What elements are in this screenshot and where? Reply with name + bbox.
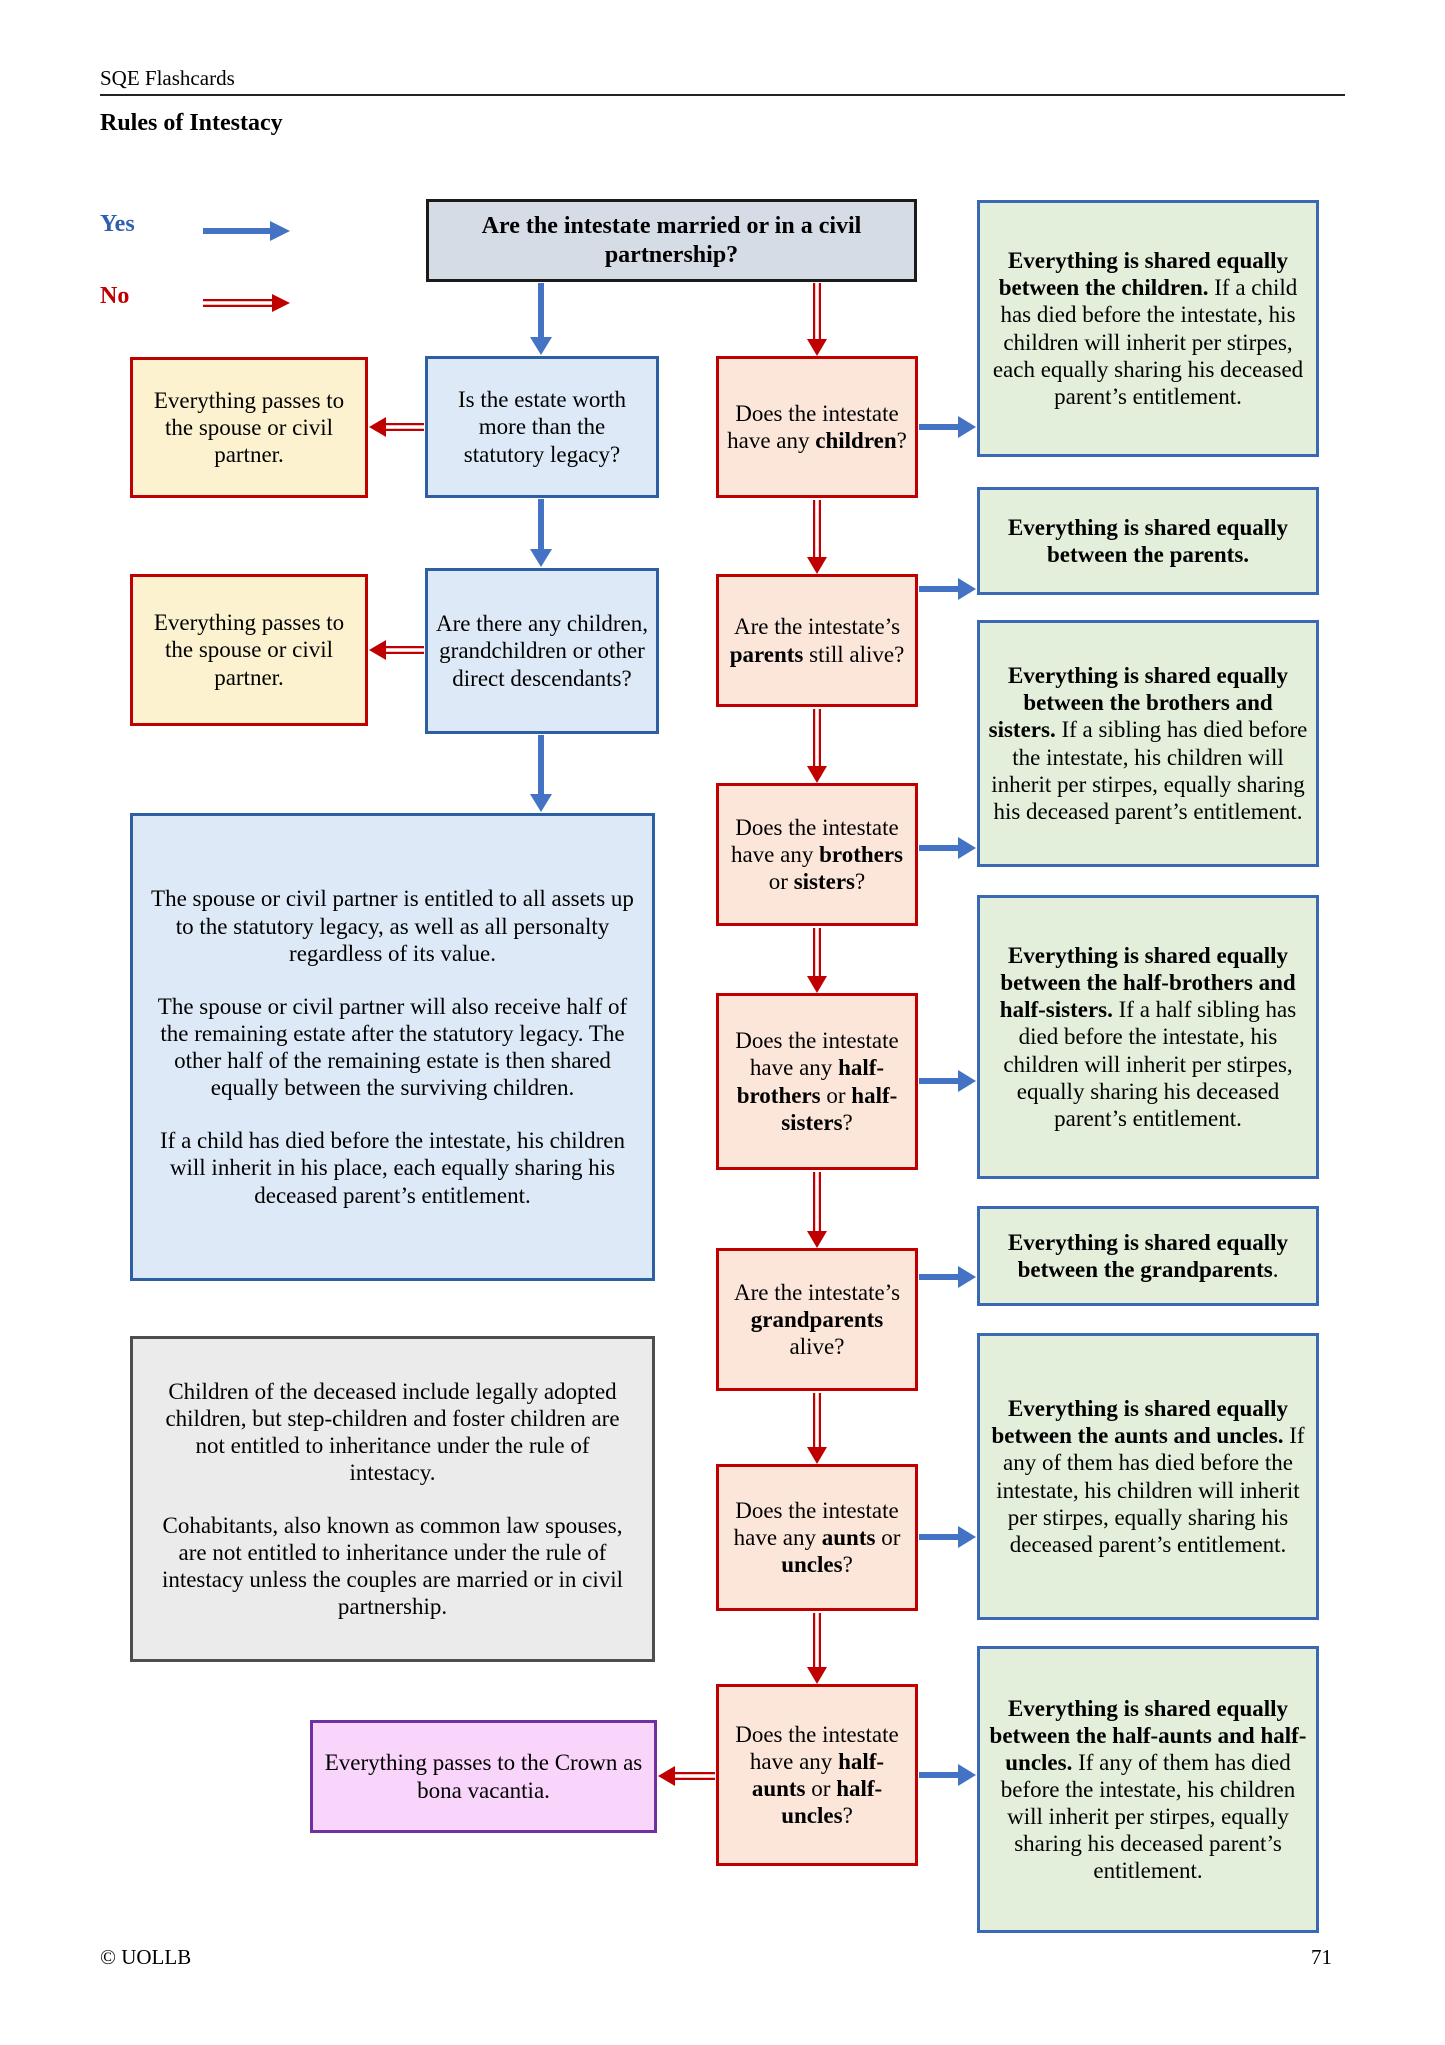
share-aunts-text: Everything is shared equally between the aunts and uncles. If any of them has died before the intestate, his children will inherit per stirpes, equally sharing his deceased parent’s entitlement.: [991, 1396, 1305, 1557]
yes-legend-arrow: [203, 221, 290, 241]
yes-arrow-parents-outcome: [919, 578, 976, 600]
question-half-siblings-text: Does the intestate have any half-brothers or half-sisters?: [735, 1028, 899, 1135]
question-siblings-box: [716, 783, 918, 926]
no-arrow-estate-to-spouse1: [369, 417, 424, 437]
share-half-siblings-box: [977, 895, 1319, 1179]
share-parents-box: [977, 487, 1319, 595]
outcome-spouse2-text: Everything passes to the spouse or civil partner.: [153, 610, 345, 690]
question-children-text: Does the intestate have any children?: [727, 400, 907, 453]
outcome-spouse2-box: [130, 574, 368, 726]
no-arrow-parents-to-siblings: [807, 709, 827, 783]
copyright-text: © UOLLB: [100, 1945, 192, 1969]
question-parents-text: Are the intestate’s parents still alive?: [729, 614, 905, 667]
share-half-aunts-text: Everything is shared equally between the half-aunts and half-uncles. If any of them has died before the intestate, his children will inherit per stirpes, equally sharing his deceased parent’s entitlement.: [989, 1695, 1307, 1884]
start-question-text: Are the intestate married or in a civil partnership?: [481, 213, 862, 268]
question-parents-box: [716, 574, 918, 707]
no-arrow-aunts-to-half-aunts: [807, 1613, 827, 1684]
yes-arrow-descendants-to-details: [530, 735, 552, 812]
question-half-aunts-text: Does the intestate have any half-aunts or half-uncles?: [735, 1721, 899, 1829]
question-grandparents-text: Are the intestate’s grandparents alive?: [733, 1279, 901, 1360]
share-children-text: Everything is shared equally between the children. If a child has died before the intestate, his children will inherit per stirpes, each equally sharing his deceased parent’s entitlement.: [992, 248, 1304, 409]
no-arrow-siblings-to-half-siblings: [807, 928, 827, 993]
question-estate-text: Is the estate worth more than the statutory legacy?: [458, 387, 626, 467]
spouse-details-paragraph-3: If a child has died before the intestate, his children will inherit in his place, each equally sharing his deceased parent’s entitlement.: [160, 1128, 625, 1208]
yes-arrow-aunts-outcome: [919, 1526, 976, 1548]
question-estate-box: [425, 356, 659, 498]
yes-arrow-start-to-estate: [530, 283, 552, 355]
no-arrow-start-to-children: [807, 283, 827, 356]
share-children-box: [977, 200, 1319, 457]
spouse-details-text: [151, 885, 634, 1208]
question-grandparents-box: [716, 1248, 918, 1391]
question-siblings-text: Does the intestate have any brothers or sisters?: [730, 814, 904, 895]
intestacy-notes-text: [151, 1378, 634, 1621]
outcome-spouse1-box: [130, 357, 368, 498]
page-title: Rules of Intestacy: [100, 110, 283, 136]
header-rule: [100, 94, 1345, 96]
yes-arrow-estate-to-descendants: [530, 499, 552, 567]
legend-no-label: No: [100, 283, 130, 309]
share-parents-text: Everything is shared equally between the parents.: [1007, 514, 1289, 567]
outcome-spouse1-text: Everything passes to the spouse or civil partner.: [153, 387, 345, 468]
share-siblings-text: Everything is shared equally between the brothers and sisters. If a sibling has died before the intestate, his children will inherit per stirpes, equally sharing his deceased parent’s entitlement.: [988, 663, 1308, 824]
share-aunts-box: [977, 1333, 1319, 1620]
no-arrow-half-aunts-to-crown: [658, 1766, 715, 1786]
share-siblings-box: [977, 620, 1319, 867]
yes-arrow-grandparents-outcome: [919, 1266, 976, 1288]
question-half-aunts-box: [716, 1684, 918, 1866]
start-question-box: [426, 199, 917, 282]
notes-paragraph-1: Children of the deceased include legally adopted children, but step-children and foster children are not entitled to inheritance under the rule of intestacy.: [165, 1378, 620, 1485]
share-half-aunts-box: [977, 1646, 1319, 1933]
notes-paragraph-2: Cohabitants, also known as common law spouses, are not entitled to inheritance under the rule of intestacy unless the couples are married or in civil partnership.: [161, 1513, 624, 1620]
outcome-crown-text: Everything passes to the Crown as bona vacantia.: [324, 1750, 643, 1803]
no-arrow-half-siblings-to-grandparents: [807, 1172, 827, 1248]
yes-arrow-half-siblings-outcome: [919, 1070, 976, 1092]
legend-yes-label: Yes: [100, 211, 135, 237]
share-half-siblings-text: Everything is shared equally between the half-brothers and half-sisters. If a half sibling has died before the intestate, his children will inherit per stirpes, equally sharing his deceased parent’s entitlement.: [999, 943, 1297, 1131]
spouse-details-paragraph-2: The spouse or civil partner will also receive half of the remaining estate after the statutory legacy. The other half of the remaining estate is then shared equally between the surviving children.: [157, 993, 628, 1101]
share-grandparents-box: [977, 1206, 1319, 1306]
yes-arrow-children-outcome: [919, 416, 976, 438]
question-children-box: [716, 356, 918, 498]
no-arrow-grandparents-to-aunts: [807, 1393, 827, 1464]
intestacy-notes-box: [130, 1336, 655, 1662]
no-arrow-descendants-to-spouse2: [369, 640, 424, 660]
question-descendants-box: [425, 568, 659, 734]
spouse-details-paragraph-1: The spouse or civil partner is entitled to all assets up to the statutory legacy, as well as all personalty regardless of its value.: [151, 886, 634, 966]
question-aunts-box: [716, 1464, 918, 1611]
spouse-details-box: [130, 813, 655, 1281]
yes-arrow-siblings-outcome: [919, 837, 976, 859]
question-aunts-text: Does the intestate have any aunts or uncles?: [733, 1497, 901, 1578]
yes-arrow-half-aunts-outcome: [919, 1764, 976, 1786]
page-number: 71: [1311, 1945, 1332, 1969]
no-legend-arrow: [203, 294, 290, 312]
page-header: SQE Flashcards: [100, 66, 235, 90]
share-grandparents-text: Everything is shared equally between the grandparents.: [1007, 1229, 1289, 1282]
question-descendants-text: Are there any children, grandchildren or other direct descendants?: [436, 611, 649, 691]
question-half-siblings-box: [716, 993, 918, 1170]
no-arrow-children-to-parents: [807, 500, 827, 574]
outcome-crown-box: [310, 1720, 657, 1833]
